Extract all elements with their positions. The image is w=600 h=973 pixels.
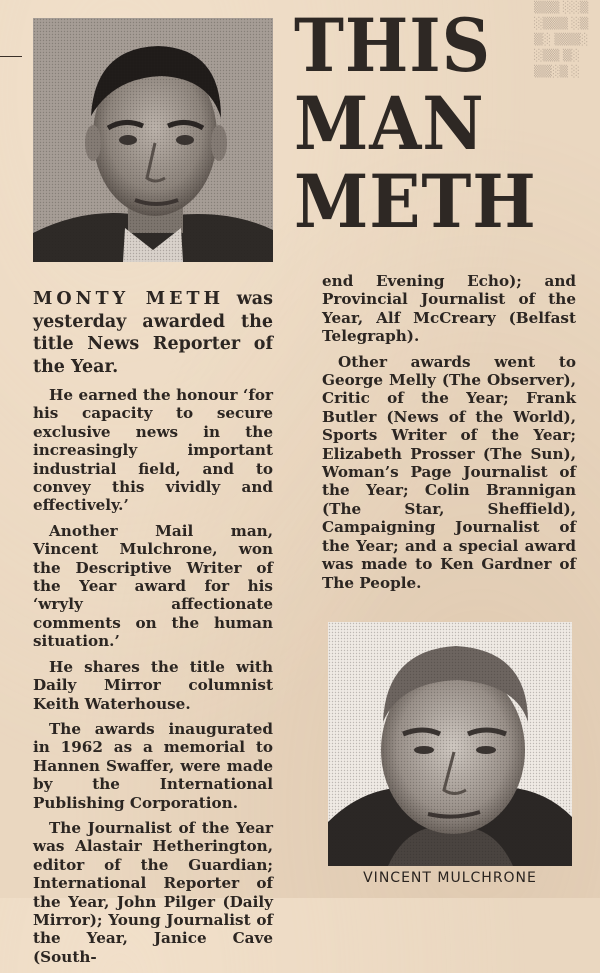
lead-name: MONTY METH (33, 289, 225, 309)
column-rule (0, 56, 22, 57)
portrait-halftone (328, 622, 572, 866)
paragraph: The awards inaugurated in 1962 as a memorial to Hannen Swaffer, were made by the International Publishing Corporation. (33, 719, 273, 812)
paragraph: The Journalist of the Year was Alastair Hetherington, editor of the Guardian; International Reporter of the Year, John Pilger (Daily Mirror); Young Journalist of the Year, Janice Cave (South- (33, 818, 273, 966)
lead-text: was yesterday awarded the title News Reporter of the Year. (33, 289, 273, 377)
paragraph: Other awards went to George Melly (The Observer), Critic of the Year; Frank Butler (News of the World), Sports Writer of the Year; Elizabeth Prosser (The Sun), Woman’s Page Journalist of the Year; Colin Brannigan (The Star, Sheffield), Campaigning Journalist of the Year; and a special award was made to Ken Gardner of The People. (322, 352, 576, 592)
paragraph: He earned the honour ‘for his capacity to secure exclusive news in the increasingly important industrial field, and to convey this vividly and effectively.’ (33, 386, 273, 515)
headline-line-2: MAN (294, 81, 485, 167)
paragraph: Another Mail man, Vincent Mulchrone, won the Descriptive Writer of the Year award for his ‘wryly affectionate comments on the human situation.’ (33, 521, 273, 651)
bleed-through-texture: ▒▒▒ ░░▒ ░▒▒▒ ░▒ ▒░ ▒▒▒░ ░▒▒ ▒░ ▒▒░▒ ░ (534, 1, 589, 78)
right-column (322, 272, 576, 599)
left-column (33, 288, 273, 973)
monty-meth-photo (33, 18, 273, 262)
photo-caption: VINCENT MULCHRONE (363, 870, 537, 886)
lead-paragraph (33, 288, 273, 378)
vincent-mulchrone-photo (328, 622, 572, 866)
headline-line-1: THIS (294, 3, 492, 89)
portrait-halftone (33, 18, 273, 262)
continuation-paragraph: end Evening Echo); and Provincial Journalist of the Year, Alf McCreary (Belfast Telegraph). (322, 272, 576, 346)
headline-line-3: METH (294, 159, 537, 245)
paragraph: He shares the title with Daily Mirror columnist Keith Waterhouse. (33, 657, 273, 713)
